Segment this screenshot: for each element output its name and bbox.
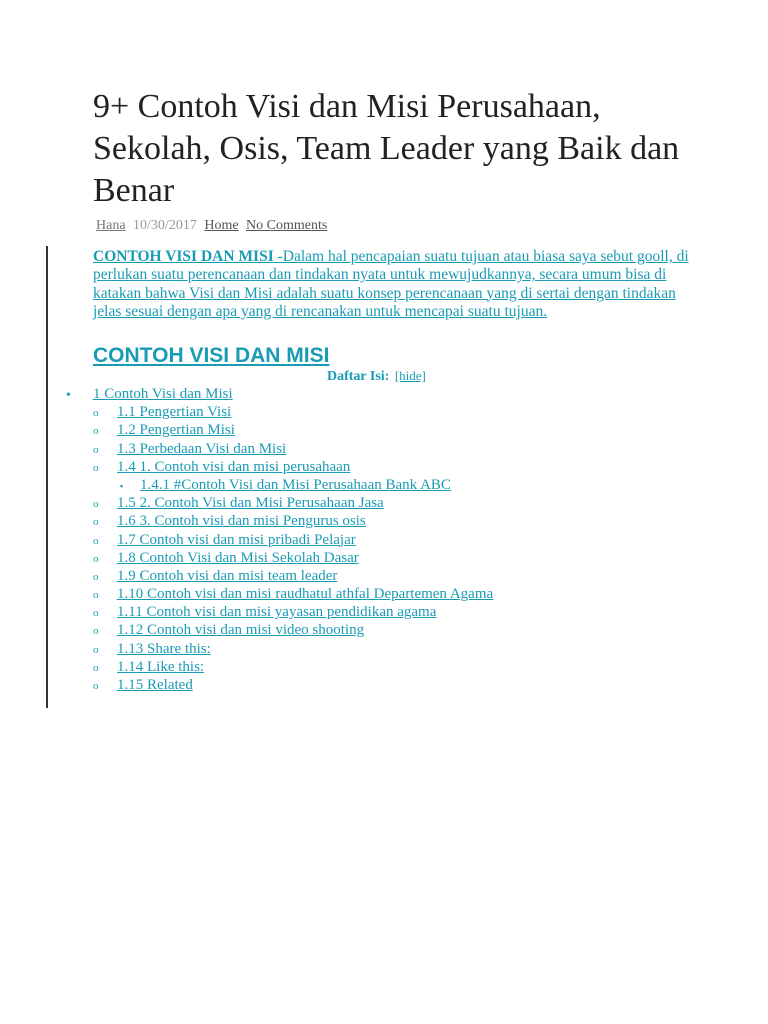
circle-bullet-icon: o (93, 443, 99, 456)
toc-link[interactable]: 1.5 2. Contoh Visi dan Misi Perusahaan Jasa (117, 495, 384, 512)
author-link[interactable]: Hana (96, 218, 126, 233)
toc-item[interactable] (0, 621, 768, 639)
toc-item[interactable] (0, 658, 768, 676)
post-date: 10/30/2017 (133, 218, 197, 233)
toc-item[interactable] (0, 440, 768, 458)
circle-bullet-icon: o (93, 680, 99, 692)
toc-link[interactable]: 1.10 Contoh visi dan misi raudhatul athfal Departemen Agama (117, 586, 494, 603)
toc-link[interactable]: 1 Contoh Visi dan Misi (93, 386, 233, 402)
toc-link[interactable]: 1.2 Pengertian Misi (117, 422, 235, 439)
toc-item[interactable] (0, 549, 768, 567)
circle-bullet-icon: o (93, 552, 99, 565)
table-of-contents (0, 385, 768, 694)
toc-item[interactable] (0, 676, 768, 694)
article-title: 9+ Contoh Visi dan Misi Perusahaan, Sekolah, Osis, Team Leader yang Baik dan Benar (93, 88, 680, 209)
circle-bullet-icon: o (93, 461, 99, 474)
category-link-home[interactable]: Home (204, 218, 239, 233)
toc-item[interactable] (0, 531, 768, 549)
intro-paragraph (93, 248, 693, 321)
circle-bullet-icon: o (93, 643, 99, 656)
toc-link[interactable]: 1.11 Contoh visi dan misi yayasan pendidikan agama (117, 604, 437, 621)
toc-link[interactable]: 1.3 Perbedaan Visi dan Misi (117, 440, 287, 457)
toc-item[interactable] (0, 640, 768, 658)
circle-bullet-icon: o (93, 625, 99, 638)
circle-bullet-icon: o (93, 425, 99, 438)
circle-bullet-icon: o (93, 516, 99, 529)
circle-bullet-icon: o (93, 589, 99, 602)
toc-link[interactable]: 1.6 3. Contoh visi dan misi Pengurus osis (117, 513, 366, 530)
square-bullet-icon: ▪ (120, 480, 124, 491)
toc-link[interactable]: 1.4 1. Contoh visi dan misi perusahaan (117, 458, 351, 475)
circle-bullet-icon: o (93, 661, 99, 674)
toc-item[interactable] (0, 603, 768, 621)
toc-link[interactable]: 1.4.1 #Contoh Visi dan Misi Perusahaan Bank ABC (140, 476, 451, 493)
section-heading[interactable]: CONTOH VISI DAN MISI (93, 344, 330, 367)
toc-item[interactable] (0, 585, 768, 603)
toc-item[interactable] (0, 403, 768, 421)
circle-bullet-icon: o (93, 498, 99, 511)
comments-link[interactable]: No Comments (246, 218, 328, 233)
toc-header (327, 368, 426, 385)
toc-link[interactable]: 1.13 Share this: (117, 640, 211, 657)
toc-hide-toggle[interactable]: [hide] (394, 368, 426, 383)
toc-item[interactable] (0, 421, 768, 439)
toc-item[interactable] (0, 512, 768, 530)
circle-bullet-icon: o (93, 407, 99, 420)
circle-bullet-icon: o (93, 534, 99, 547)
circle-bullet-icon: o (93, 607, 99, 620)
intro-text-link[interactable]: -Dalam hal pencapaian suatu tujuan atau biasa saya sebut gooll, di perlukan suatu perencanaan dan tindakan nyata untuk mewujudkannya, secara umum bisa di katakan bahwa Visi dan Misi adalah suatu konsep perencanaan yang di sertai dengan tindakan jelas sesuai dengan apa yang di rencanakan untuk mencapai suatu tujuan. (93, 248, 689, 320)
toc-item[interactable] (0, 385, 768, 403)
toc-item[interactable] (0, 494, 768, 512)
toc-item[interactable] (0, 567, 768, 585)
toc-item[interactable] (0, 458, 768, 476)
toc-title: Daftar Isi: (327, 369, 390, 384)
toc-link[interactable]: 1.8 Contoh Visi dan Misi Sekolah Dasar (117, 549, 359, 566)
toc-link[interactable]: 1.1 Pengertian Visi (117, 404, 232, 421)
toc-link[interactable]: 1.15 Related (117, 677, 193, 693)
toc-link[interactable]: 1.14 Like this: (117, 658, 205, 675)
toc-item[interactable] (0, 476, 768, 494)
intro-lead-link[interactable]: CONTOH VISI DAN MISI (93, 248, 274, 265)
toc-link[interactable]: 1.12 Contoh visi dan misi video shooting (117, 622, 365, 639)
bullet-icon: • (66, 388, 71, 403)
post-meta (96, 218, 327, 234)
toc-link[interactable]: 1.7 Contoh visi dan misi pribadi Pelajar (117, 531, 356, 548)
circle-bullet-icon: o (93, 570, 99, 583)
toc-link[interactable]: 1.9 Contoh visi dan misi team leader (117, 567, 338, 584)
